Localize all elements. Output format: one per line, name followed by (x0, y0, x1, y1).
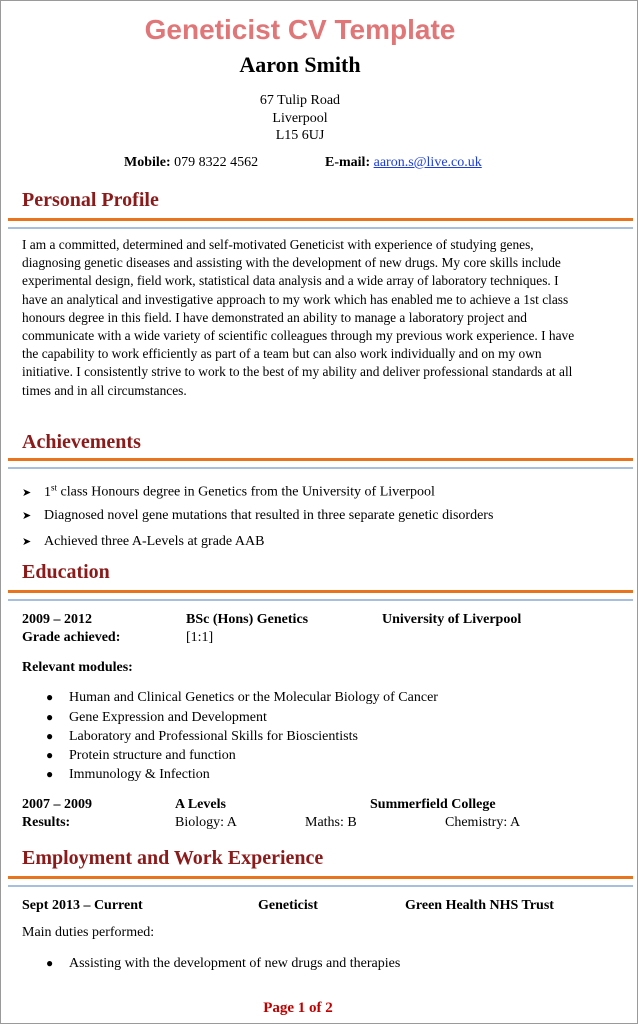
bullet-icon: ● (46, 748, 54, 762)
section-rule-blue (8, 599, 633, 601)
personal-profile-heading: Personal Profile (22, 189, 159, 211)
document-title: Geneticist CV Template (144, 14, 456, 45)
employment-role: Geneticist (258, 898, 318, 913)
employment-employer: Green Health NHS Trust (405, 898, 554, 913)
grade-label: Grade achieved: (22, 630, 121, 645)
module-item (46, 729, 358, 745)
bullet-icon: ● (46, 956, 54, 970)
alevel-qualification: A Levels (175, 797, 226, 812)
section-rule-orange (8, 876, 633, 879)
arrow-bullet-icon: ➤ (22, 536, 32, 548)
module-item (46, 690, 438, 706)
result-biology: Biology: A (175, 815, 237, 830)
address-line-3: L15 6UJ (275, 128, 325, 143)
degree-dates: 2009 – 2012 (22, 612, 92, 627)
candidate-name: Aaron Smith (239, 52, 361, 77)
bullet-icon: ● (46, 767, 54, 781)
address-line-2: Liverpool (272, 111, 328, 126)
module-item (46, 710, 267, 726)
module-text: Protein structure and function (69, 748, 236, 763)
employment-dates: Sept 2013 – Current (22, 898, 143, 913)
achievement-text: class Honours degree in Genetics from the University of Liverpool (57, 484, 435, 500)
section-rule-blue (8, 885, 633, 887)
module-item (46, 767, 210, 783)
page-number: Page 1 of 2 (263, 1000, 333, 1016)
bullet-icon: ● (46, 710, 54, 724)
achievement-text: Diagnosed novel gene mutations that resulted in three separate genetic disorders (44, 508, 494, 523)
mobile-number: 079 8322 4562 (174, 155, 259, 170)
result-maths: Maths: B (305, 815, 357, 830)
section-rule-orange (8, 218, 633, 221)
module-text: Gene Expression and Development (69, 710, 267, 725)
section-rule-orange (8, 458, 633, 461)
alevel-dates: 2007 – 2009 (22, 797, 92, 812)
duties-label: Main duties performed: (22, 925, 155, 940)
duty-text: Assisting with the development of new drugs and therapies (69, 956, 401, 971)
achievement-item (22, 534, 264, 550)
bullet-icon: ● (46, 729, 54, 743)
email-label: E-mail: (325, 155, 371, 170)
grade-value: [1:1] (186, 630, 214, 645)
duty-item (46, 956, 400, 972)
mobile-contact (124, 155, 258, 171)
achievement-superscript-text: 1st (44, 482, 58, 500)
achievement-text: Achieved three A-Levels at grade AAB (44, 534, 265, 549)
education-heading: Education (22, 561, 110, 583)
module-text: Immunology & Infection (69, 767, 210, 782)
alevel-institution: Summerfield College (370, 797, 496, 812)
achievement-item (22, 508, 493, 524)
modules-label: Relevant modules: (22, 660, 133, 675)
section-rule-blue (8, 227, 633, 229)
degree-institution: University of Liverpool (382, 612, 522, 627)
arrow-bullet-icon: ➤ (22, 486, 32, 499)
email-link[interactable]: aaron.s@live.co.uk (373, 155, 482, 170)
mobile-label: Mobile: (124, 155, 171, 170)
section-rule-blue (8, 467, 633, 469)
achievements-heading: Achievements (22, 431, 141, 453)
module-text: Laboratory and Professional Skills for Bioscientists (69, 729, 358, 744)
address-line-1: 67 Tulip Road (259, 93, 341, 108)
section-rule-orange (8, 590, 633, 593)
bullet-icon: ● (46, 690, 54, 704)
profile-paragraph: I am a committed, determined and self-motivated Geneticist with experience of studying genes, diagnosing genetic diseases and assisting with the development of new drugs. My core skills include experimental design, field work, statistical data analysis and a wide array of laboratory techniques. I have an analytical and investigative approach to my work which has enabled me to achieve a 1st class honours degree in this field. I have demonstrated an ability to manage a laboratory project and communicate with a wide variety of scientific colleagues through my previous work experience. I have the capability to work efficiently as part of a team but can also work individually and on my own initiative. I consistently strive to work to the best of my ability and deliver professional standards at all times and in all circumstances. (22, 237, 575, 398)
employment-heading: Employment and Work Experience (22, 847, 324, 869)
module-item (46, 748, 236, 764)
achievement-item (22, 482, 435, 501)
result-chemistry: Chemistry: A (445, 815, 521, 830)
arrow-bullet-icon: ➤ (22, 510, 32, 522)
results-label: Results: (22, 815, 71, 830)
email-contact (325, 155, 482, 171)
degree-qualification: BSc (Hons) Genetics (186, 612, 309, 627)
module-text: Human and Clinical Genetics or the Molecular Biology of Cancer (69, 690, 438, 705)
